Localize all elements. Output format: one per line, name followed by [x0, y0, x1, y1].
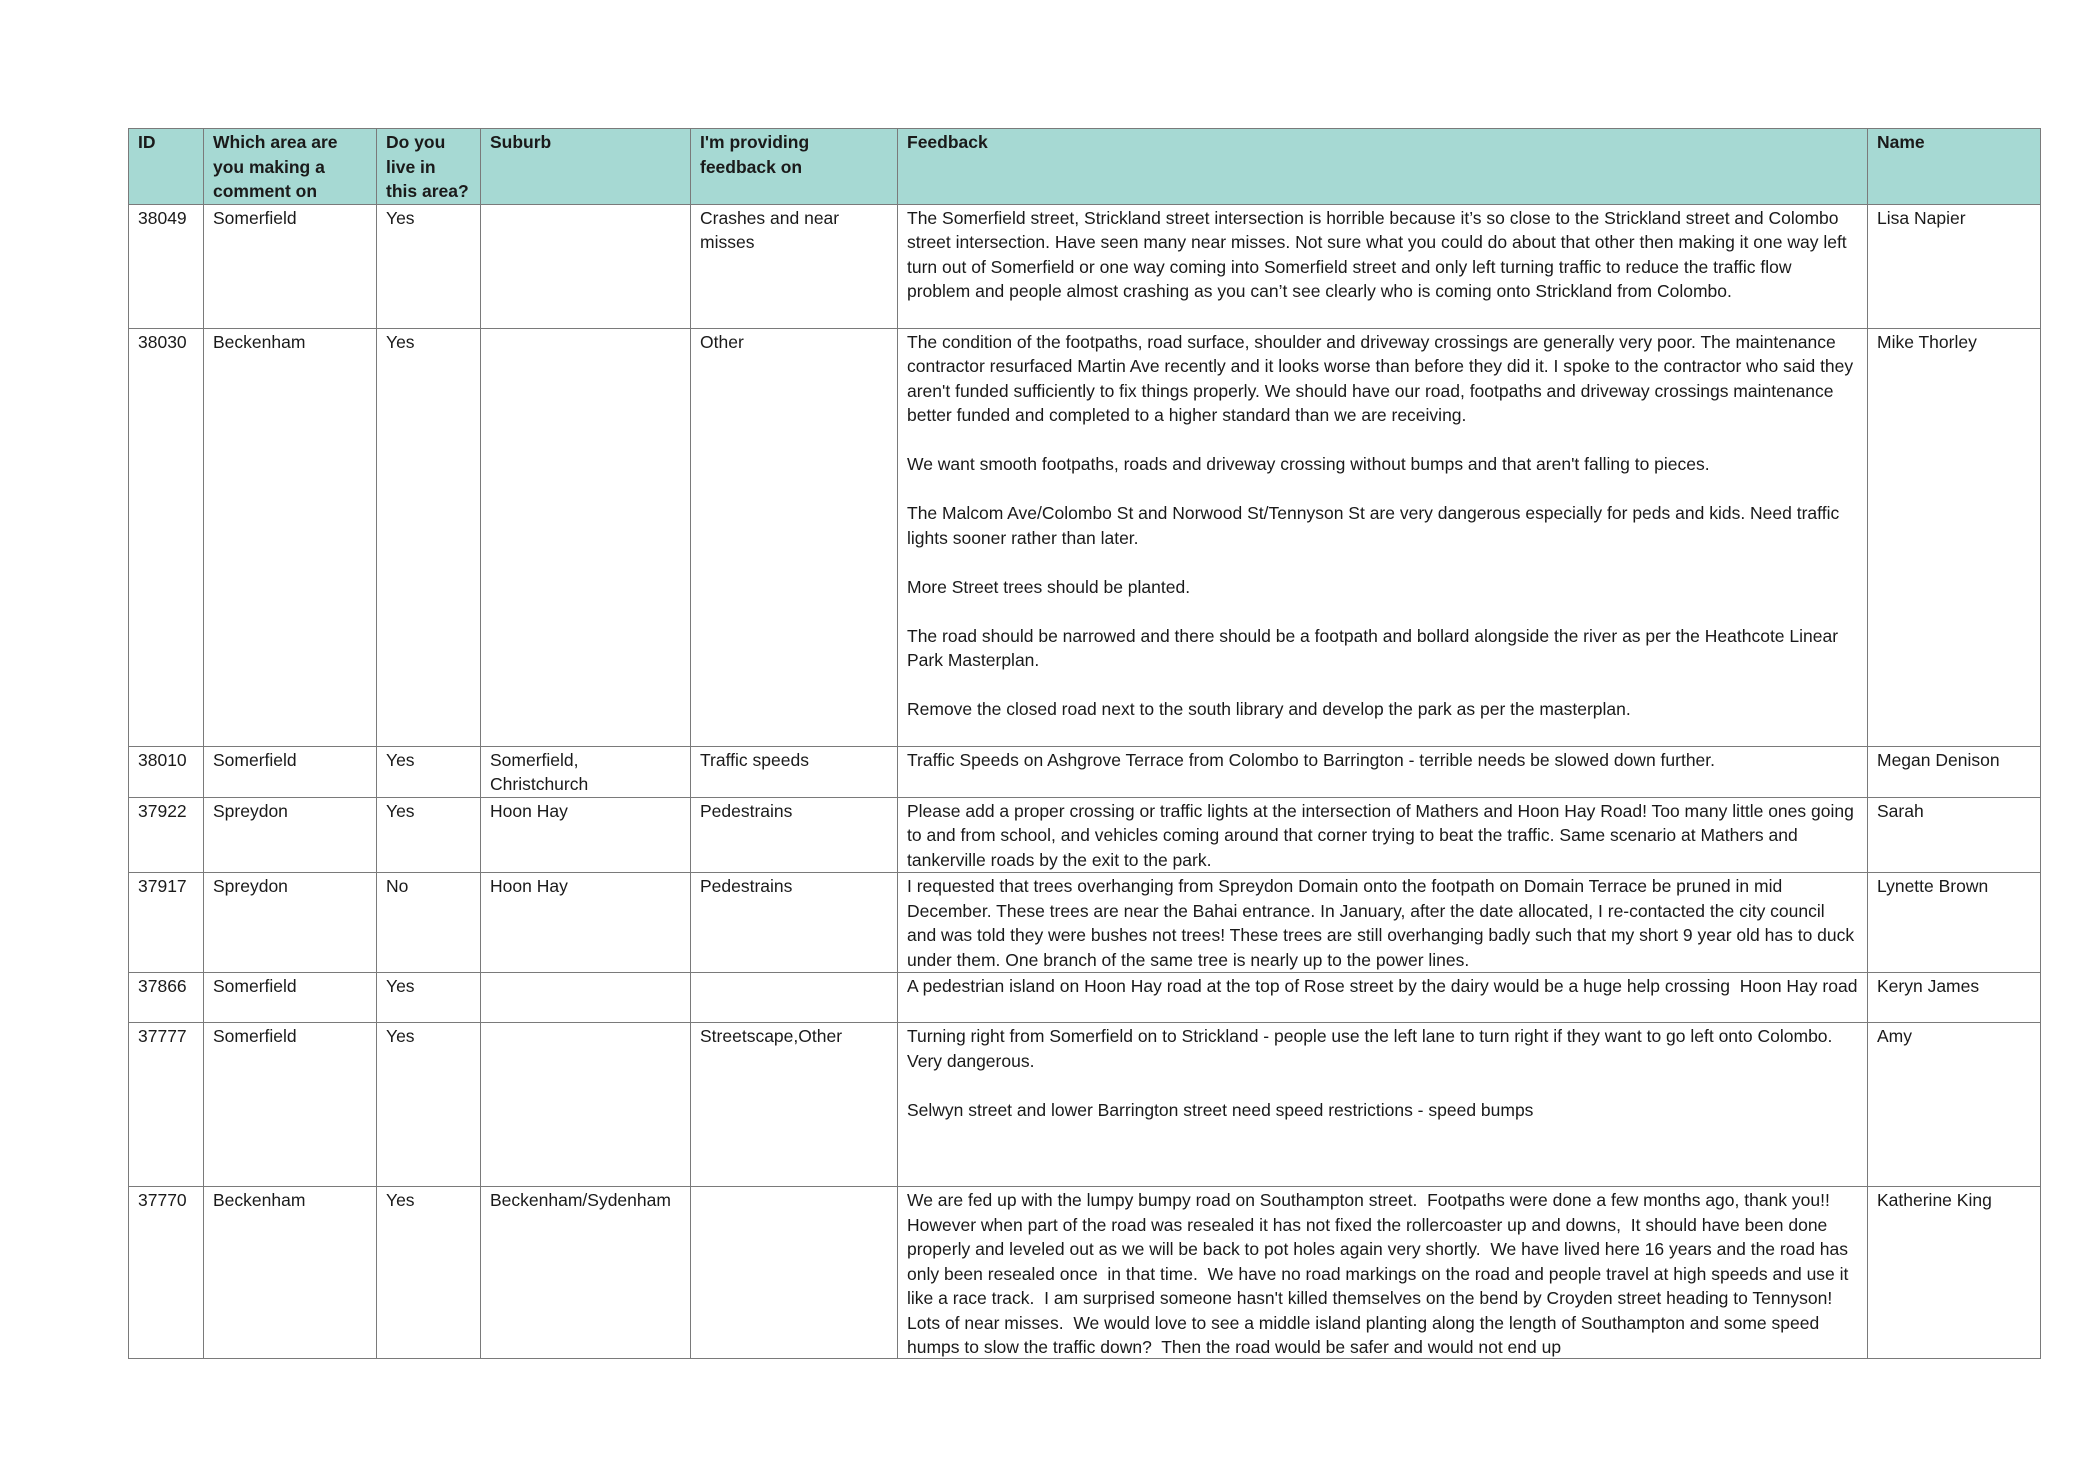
feedback-text: We are fed up with the lumpy bumpy road on Southampton street. Footpaths were done a few months ago, thank you!! However when part of the road was resealed it has not fixed the rollercoaster up and downs, It should have been done properly and leveled out as we will be back to pot holes again very shortly. We have lived here 16 years and the road has only been resealed once in that time. We have no road markings on the road and people travel at high speeds and use it like a race track. I am surprised someone hasn't killed themselves on the bend by Croyden street heading to Tennyson! Lots of near misses. We would love to see a middle island planting along the length of Southampton and some speed humps to slow the traffic down? Then the road would be safer and would not end up — [907, 1190, 1854, 1357]
cell-suburb: Hoon Hay — [481, 873, 691, 973]
header-area: Which area are you making a comment on — [204, 129, 377, 205]
cell-feedback: A pedestrian island on Hoon Hay road at the top of Rose street by the dairy would be a huge help crossing Hoon Hay road — [898, 973, 1868, 1023]
cell-area: Beckenham — [204, 1187, 377, 1359]
cell-area: Somerfield — [204, 1023, 377, 1187]
cell-suburb — [481, 973, 691, 1023]
cell-topic: Traffic speeds — [691, 746, 898, 797]
cell-live: Yes — [377, 797, 481, 873]
header-id: ID — [129, 129, 204, 205]
cell-live: Yes — [377, 746, 481, 797]
cell-topic — [691, 973, 898, 1023]
cell-name: Lynette Brown — [1868, 873, 2041, 973]
cell-area: Somerfield — [204, 973, 377, 1023]
cell-live: Yes — [377, 328, 481, 746]
cell-suburb — [481, 328, 691, 746]
cell-suburb — [481, 1023, 691, 1187]
table-row — [129, 746, 2041, 797]
cell-topic: Other — [691, 328, 898, 746]
cell-suburb: Somerfield, Christchurch — [481, 746, 691, 797]
cell-live: Yes — [377, 1187, 481, 1359]
cell-topic: Pedestrains — [691, 873, 898, 973]
table-row — [129, 328, 2041, 746]
cell-name: Lisa Napier — [1868, 204, 2041, 328]
cell-name: Megan Denison — [1868, 746, 2041, 797]
cell-area: Somerfield — [204, 204, 377, 328]
table-row — [129, 797, 2041, 873]
cell-feedback — [898, 1187, 1868, 1359]
cell-suburb — [481, 204, 691, 328]
cell-name: Keryn James — [1868, 973, 2041, 1023]
header-name: Name — [1868, 129, 2041, 205]
cell-topic: Crashes and near misses — [691, 204, 898, 328]
cell-id: 38030 — [129, 328, 204, 746]
cell-live: Yes — [377, 1023, 481, 1187]
table-row — [129, 973, 2041, 1023]
cell-topic: Pedestrains — [691, 797, 898, 873]
cell-id: 38049 — [129, 204, 204, 328]
cell-area: Beckenham — [204, 328, 377, 746]
cell-name: Sarah — [1868, 797, 2041, 873]
cell-feedback: I requested that trees overhanging from Spreydon Domain onto the footpath on Domain Terrace be pruned in mid December. These trees are near the Bahai entrance. In January, after the date allocated, I re-contacted the city council and was told they were bushes not trees! These trees are still overhanging badly such that my short 9 year old has to duck under them. One branch of the same tree is nearly up to the power lines. — [898, 873, 1868, 973]
cell-live: Yes — [377, 973, 481, 1023]
cell-topic: Streetscape,Other — [691, 1023, 898, 1187]
cell-id: 37770 — [129, 1187, 204, 1359]
table-row — [129, 1023, 2041, 1187]
cell-name: Katherine King — [1868, 1187, 2041, 1359]
header-suburb: Suburb — [481, 129, 691, 205]
cell-id: 37917 — [129, 873, 204, 973]
cell-suburb: Hoon Hay — [481, 797, 691, 873]
header-feedback: Feedback — [898, 129, 1868, 205]
table-header-row — [129, 129, 2041, 205]
cell-suburb: Beckenham/Sydenham — [481, 1187, 691, 1359]
table-row — [129, 873, 2041, 973]
table-row — [129, 1187, 2041, 1359]
cell-feedback: Please add a proper crossing or traffic lights at the intersection of Mathers and Hoon Hay Road! Too many little ones going to and from school, and vehicles coming around that corner trying to beat the traffic. Same scenario at Mathers and tankerville roads by the exit to the park. — [898, 797, 1868, 873]
cell-name: Amy — [1868, 1023, 2041, 1187]
cell-name: Mike Thorley — [1868, 328, 2041, 746]
feedback-table — [128, 128, 2041, 1359]
table-row — [129, 204, 2041, 328]
cell-id: 37777 — [129, 1023, 204, 1187]
cell-area: Spreydon — [204, 873, 377, 973]
cell-feedback: Traffic Speeds on Ashgrove Terrace from Colombo to Barrington - terrible needs be slowed down further. — [898, 746, 1868, 797]
cell-feedback: The Somerfield street, Strickland street intersection is horrible because it’s so close to the Strickland street and Colombo street intersection. Have seen many near misses. Not sure what you could do about that other then making it one way left turn out of Somerfield or one way coming into Somerfield street and only left turning traffic to reduce the traffic flow problem and people almost crashing as you can’t see clearly who is coming onto Strickland from Colombo. — [898, 204, 1868, 328]
cell-topic — [691, 1187, 898, 1359]
cell-feedback: The condition of the footpaths, road surface, shoulder and driveway crossings are generally very poor. The maintenance contractor resurfaced Martin Ave recently and it looks worse than before they did it. I spoke to the contractor who said they aren't funded sufficiently to fix things properly. We should have our road, footpaths and driveway crossings maintenance better funded and completed to a higher standard than we are receiving. We want smooth footpaths, roads and driveway crossing without bumps and that aren't falling to pieces. The Malcom Ave/Colombo St and Norwood St/Tennyson St are very dangerous especially for peds and kids. Need traffic lights sooner rather than later. More Street trees should be planted. The road should be narrowed and there should be a footpath and bollard alongside the river as per the Heathcote Linear Park Masterplan. Remove the closed road next to the south library and develop the park as per the masterplan. — [898, 328, 1868, 746]
header-live: Do you live in this area? — [377, 129, 481, 205]
cell-id: 37922 — [129, 797, 204, 873]
cell-id: 38010 — [129, 746, 204, 797]
cell-live: No — [377, 873, 481, 973]
header-topic: I'm providing feedback on — [691, 129, 898, 205]
cell-live: Yes — [377, 204, 481, 328]
cell-area: Somerfield — [204, 746, 377, 797]
cell-area: Spreydon — [204, 797, 377, 873]
cell-id: 37866 — [129, 973, 204, 1023]
cell-feedback: Turning right from Somerfield on to Strickland - people use the left lane to turn right if they want to go left onto Colombo. Very dangerous. Selwyn street and lower Barrington street need speed restrictions - speed bumps — [898, 1023, 1868, 1187]
